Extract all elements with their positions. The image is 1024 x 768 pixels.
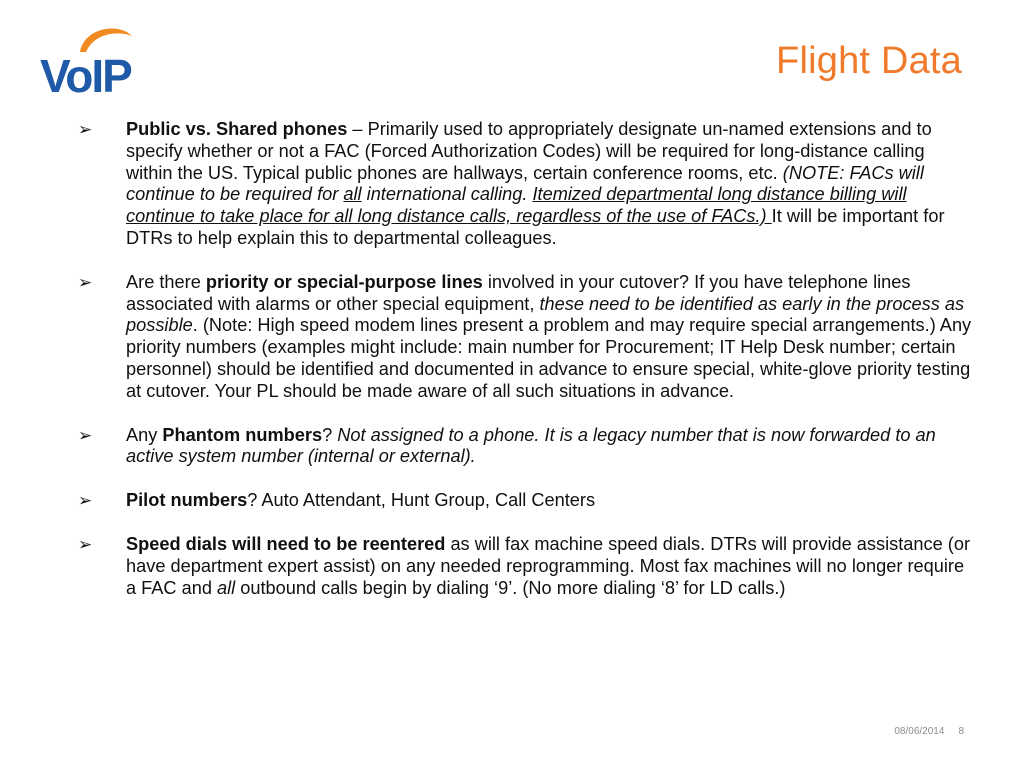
arrow-bullet-icon: ➢: [78, 491, 93, 511]
arrow-bullet-icon: ➢: [78, 534, 93, 554]
arrow-bullet-icon: ➢: [78, 120, 93, 139]
bullet-pilot-numbers: ➢ Pilot numbers? Auto Attendant, Hunt Group, Call Centers: [78, 490, 596, 511]
bullet-list: [78, 119, 973, 599]
page-number: 8: [958, 726, 964, 737]
slide-footer: [894, 726, 964, 737]
bullet-public-shared-phones: ➢ Public vs. Shared phones – Primarily used to appropriately designate un-named extensions and to specify whether or not a FAC (Forced Authorization Codes) will be required for long-distance calling within the US. Typical public phones are hallways, certain conference rooms, etc. (NOTE: FACs will continue to be required for all international calling. Itemized departmental long distance billing will continue to take place for all long distance calls, regardless of the use of FACs.) It will be important for DTRs to help explain this to departmental colleagues.: [78, 119, 945, 248]
logo-text: VoIP: [40, 50, 131, 100]
bullet-lead: Public vs. Shared phones: [126, 119, 348, 139]
bullet-speed-dials: ➢ Speed dials will need to be reentered as will fax machine speed dials. DTRs will provide assistance (or have department expert assist) on any needed reprogramming. Most fax machines will no longer require a FAC and all outbound calls begin by dialing ‘9’. (No more dialing ‘8’ for LD calls.): [78, 533, 970, 598]
bullet-phantom-numbers: ➢ Any Phantom numbers? Not assigned to a phone. It is a legacy number that is now forwarded to an active system number (internal or external).: [78, 424, 936, 467]
voip-logo: [40, 22, 160, 100]
arrow-bullet-icon: ➢: [78, 272, 93, 292]
arrow-bullet-icon: ➢: [78, 425, 93, 445]
bullet-priority-lines: ➢ Are there priority or special-purpose lines involved in your cutover? If you have telephone lines associated with alarms or other special equipment, these need to be identified as early in the process as possible. (Note: High speed modem lines present a problem and may require special arrangements.) Any priority numbers (examples might include: main number for Procurement; IT Help Desk number; certain personnel) should be identified and documented in advance to ensure special, white-glove priority testing at cutover. Your PL should be made aware of all such situations in advance.: [78, 271, 972, 401]
slide-title: Flight Data: [776, 40, 962, 82]
footer-date: 08/06/2014: [894, 726, 945, 737]
